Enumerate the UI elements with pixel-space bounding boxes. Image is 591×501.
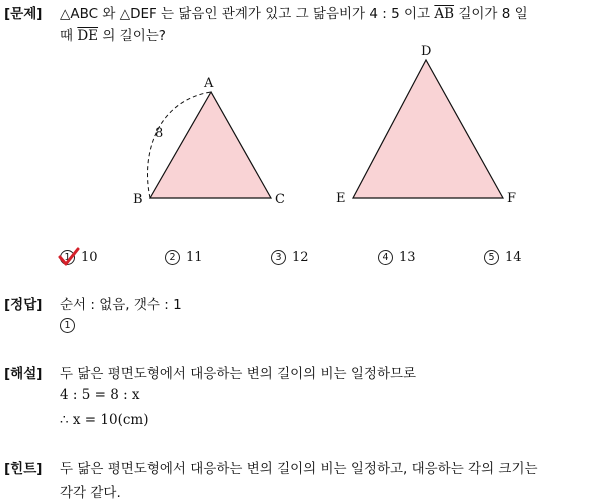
hint-line-1: 두 닮은 평면도형에서 대응하는 변의 길이의 비는 일정하고, 대응하는 각의 크기는 xyxy=(60,461,538,477)
vertex-d-label: D xyxy=(421,44,432,59)
choice-number-2: 2 xyxy=(165,250,180,265)
explanation-line-1: 두 닮은 평면도형에서 대응하는 변의 길이의 비는 일정하므로 xyxy=(60,366,417,382)
choice-number-4: 4 xyxy=(378,250,393,265)
choice-value-4: 13 xyxy=(399,250,416,265)
vertex-f-label: F xyxy=(507,191,517,206)
choice-number-1: 1 xyxy=(60,250,75,265)
answer-marker xyxy=(60,318,81,333)
choice-number-5: 5 xyxy=(484,250,499,265)
vertex-a-label: A xyxy=(204,76,214,91)
hint-line-2: 각각 같다. xyxy=(60,485,121,501)
vertex-c-label: C xyxy=(275,192,285,207)
problem-text-part-2: 길이가 8 일 xyxy=(454,6,528,22)
choice-5[interactable] xyxy=(484,250,522,265)
triangle-def xyxy=(353,60,503,198)
vertex-e-label: E xyxy=(336,191,346,206)
triangles-figure xyxy=(0,0,591,240)
choice-3[interactable] xyxy=(271,250,309,265)
triangle-abc xyxy=(150,92,271,198)
choice-2[interactable] xyxy=(165,250,203,265)
problem-text-part-1: △ABC 와 △DEF 는 닮음인 관계가 있고 그 닮음비가 4 : 5 이고 xyxy=(60,6,435,22)
problem-tag: [문제] xyxy=(4,6,43,22)
problem-text-part-4: 의 길이는? xyxy=(98,28,166,44)
segment-ab: $\overline{AB}$ xyxy=(434,6,455,22)
choice-value-5: 14 xyxy=(505,250,522,265)
answer-tag: [정답] xyxy=(4,297,43,313)
choice-value-2: 11 xyxy=(186,250,203,265)
choice-value-1: 10 xyxy=(81,250,98,265)
segment-de: $\overline{DE}$ xyxy=(77,28,99,44)
problem-text-part-3: 때 xyxy=(60,28,78,44)
choice-4[interactable] xyxy=(378,250,416,265)
side-ab-length: 8 xyxy=(155,126,164,141)
hint-tag: [힌트] xyxy=(4,461,43,477)
choice-number-3: 3 xyxy=(271,250,286,265)
explanation-tag: [해설] xyxy=(4,366,43,382)
explanation-result: ∴ x = 10(cm) xyxy=(60,412,149,428)
vertex-b-label: B xyxy=(133,192,143,207)
check-mark-icon xyxy=(57,246,81,268)
explanation-equation: 4 : 5 = 8 : x xyxy=(60,387,140,403)
answer-marker-number: 1 xyxy=(60,318,75,333)
choice-value-3: 12 xyxy=(292,250,309,265)
answer-info: 순서 : 없음, 갯수 : 1 xyxy=(60,297,182,313)
